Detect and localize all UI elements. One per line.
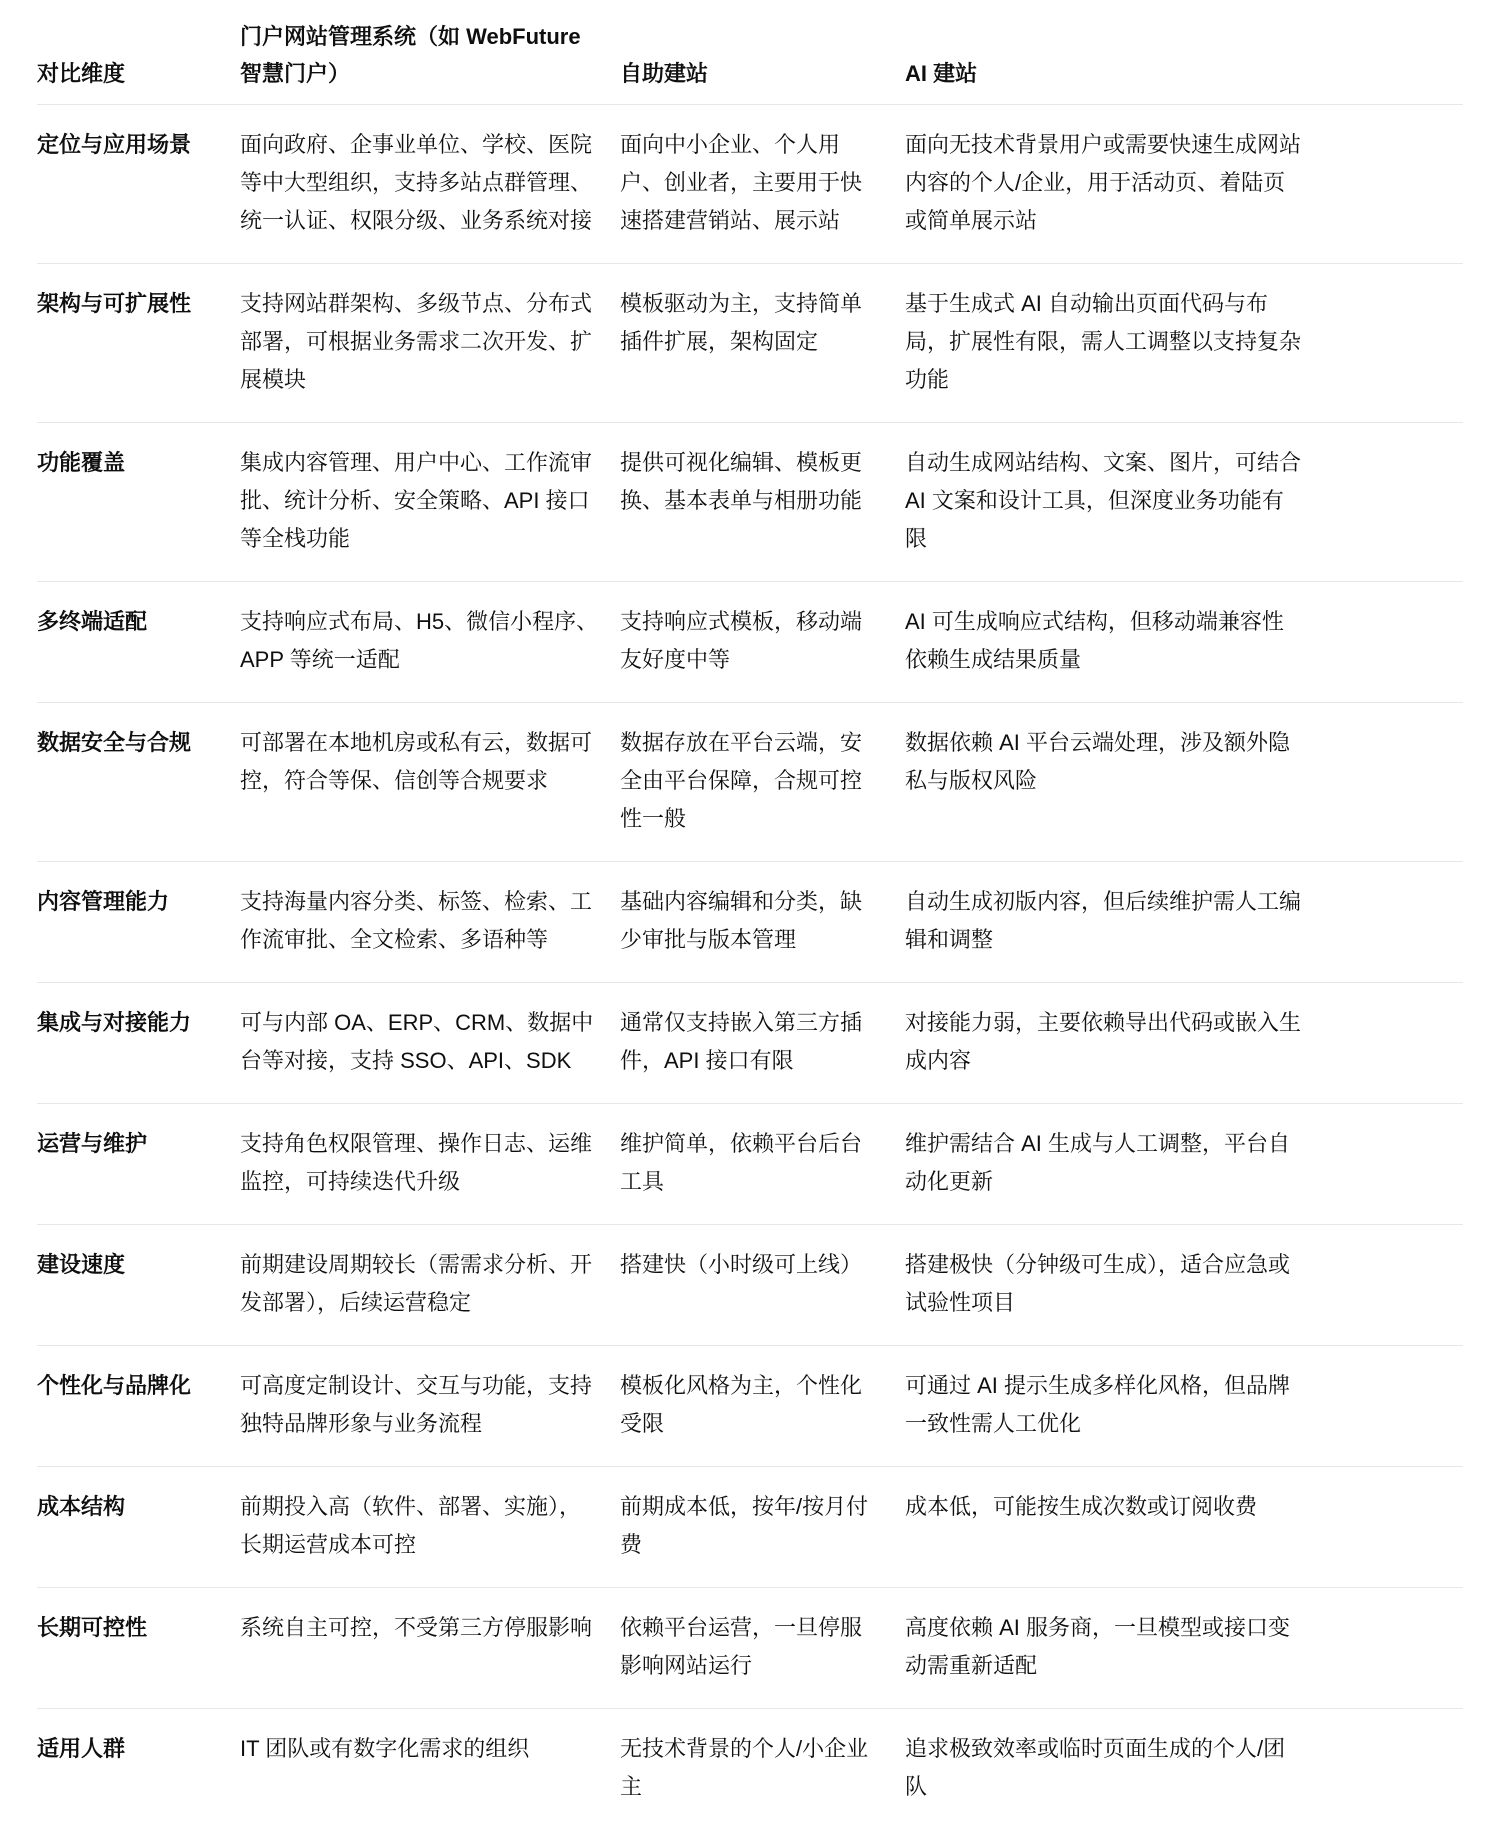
cell-portal: 支持海量内容分类、标签、检索、工作流审批、全文检索、多语种等 — [240, 862, 620, 983]
table-row — [37, 862, 1463, 983]
row-dimension: 内容管理能力 — [37, 862, 240, 983]
cell-self-service: 依赖平台运营，一旦停服影响网站运行 — [620, 1588, 905, 1709]
row-dimension: 长期可控性 — [37, 1588, 240, 1709]
cell-self-service: 维护简单，依赖平台后台工具 — [620, 1104, 905, 1225]
table-row — [37, 582, 1463, 703]
cell-portal: 支持角色权限管理、操作日志、运维监控，可持续迭代升级 — [240, 1104, 620, 1225]
cell-ai-builder: AI 可生成响应式结构，但移动端兼容性依赖生成结果质量 — [905, 582, 1463, 703]
column-header-ai-builder-label: AI 建站 — [905, 55, 1463, 92]
column-header-self-service-label: 自助建站 — [620, 55, 905, 92]
row-dimension: 架构与可扩展性 — [37, 264, 240, 423]
table-header — [37, 0, 1463, 105]
cell-self-service: 搭建快（小时级可上线） — [620, 1225, 905, 1346]
cell-portal: 前期投入高（软件、部署、实施），长期运营成本可控 — [240, 1467, 620, 1588]
column-header-dimension — [37, 0, 240, 105]
cell-self-service: 通常仅支持嵌入第三方插件，API 接口有限 — [620, 983, 905, 1104]
column-header-portal-cms-label: 门户网站管理系统（如 WebFuture 智慧门户） — [240, 18, 602, 92]
row-dimension: 个性化与品牌化 — [37, 1346, 240, 1467]
cell-ai-builder: 可通过 AI 提示生成多样化风格，但品牌一致性需人工优化 — [905, 1346, 1463, 1467]
cell-portal: 集成内容管理、用户中心、工作流审批、统计分析、安全策略、API 接口等全栈功能 — [240, 423, 620, 582]
cell-portal: 支持网站群架构、多级节点、分布式部署，可根据业务需求二次开发、扩展模块 — [240, 264, 620, 423]
table-row — [37, 1467, 1463, 1588]
table-row — [37, 1346, 1463, 1467]
cell-self-service: 模板化风格为主，个性化受限 — [620, 1346, 905, 1467]
table-row — [37, 1104, 1463, 1225]
cell-ai-builder: 成本低，可能按生成次数或订阅收费 — [905, 1467, 1463, 1588]
cell-ai-builder: 维护需结合 AI 生成与人工调整，平台自动化更新 — [905, 1104, 1463, 1225]
cell-portal: IT 团队或有数字化需求的组织 — [240, 1709, 620, 1829]
table-body — [37, 105, 1463, 1829]
row-dimension: 运营与维护 — [37, 1104, 240, 1225]
table-row — [37, 264, 1463, 423]
cell-ai-builder: 高度依赖 AI 服务商，一旦模型或接口变动需重新适配 — [905, 1588, 1463, 1709]
table-row — [37, 983, 1463, 1104]
cell-ai-builder: 面向无技术背景用户或需要快速生成网站内容的个人/企业，用于活动页、着陆页或简单展示站 — [905, 105, 1463, 264]
row-dimension: 成本结构 — [37, 1467, 240, 1588]
cell-ai-builder: 对接能力弱，主要依赖导出代码或嵌入生成内容 — [905, 983, 1463, 1104]
cell-portal: 可与内部 OA、ERP、CRM、数据中台等对接，支持 SSO、API、SDK — [240, 983, 620, 1104]
cell-self-service: 支持响应式模板，移动端友好度中等 — [620, 582, 905, 703]
column-header-ai-builder — [905, 0, 1463, 105]
table-row — [37, 423, 1463, 582]
table-row — [37, 703, 1463, 862]
row-dimension: 集成与对接能力 — [37, 983, 240, 1104]
cell-portal: 支持响应式布局、H5、微信小程序、APP 等统一适配 — [240, 582, 620, 703]
table-row — [37, 105, 1463, 264]
cell-portal: 可部署在本地机房或私有云，数据可控，符合等保、信创等合规要求 — [240, 703, 620, 862]
cell-portal: 系统自主可控，不受第三方停服影响 — [240, 1588, 620, 1709]
cell-self-service: 模板驱动为主，支持简单插件扩展，架构固定 — [620, 264, 905, 423]
row-dimension: 适用人群 — [37, 1709, 240, 1829]
cell-ai-builder: 追求极致效率或临时页面生成的个人/团队 — [905, 1709, 1463, 1829]
header-row — [37, 0, 1463, 105]
cell-portal: 可高度定制设计、交互与功能，支持独特品牌形象与业务流程 — [240, 1346, 620, 1467]
row-dimension: 建设速度 — [37, 1225, 240, 1346]
column-header-self-service — [620, 0, 905, 105]
cell-portal: 面向政府、企事业单位、学校、医院等中大型组织，支持多站点群管理、统一认证、权限分级、业务系统对接 — [240, 105, 620, 264]
column-header-dimension-label: 对比维度 — [37, 55, 240, 92]
row-dimension: 定位与应用场景 — [37, 105, 240, 264]
cell-ai-builder: 数据依赖 AI 平台云端处理，涉及额外隐私与版权风险 — [905, 703, 1463, 862]
cell-self-service: 数据存放在平台云端，安全由平台保障，合规可控性一般 — [620, 703, 905, 862]
cell-self-service: 面向中小企业、个人用户、创业者，主要用于快速搭建营销站、展示站 — [620, 105, 905, 264]
cell-self-service: 无技术背景的个人/小企业主 — [620, 1709, 905, 1829]
row-dimension: 多终端适配 — [37, 582, 240, 703]
cell-self-service: 前期成本低，按年/按月付费 — [620, 1467, 905, 1588]
row-dimension: 数据安全与合规 — [37, 703, 240, 862]
cell-portal: 前期建设周期较长（需需求分析、开发部署），后续运营稳定 — [240, 1225, 620, 1346]
cell-ai-builder: 搭建极快（分钟级可生成），适合应急或试验性项目 — [905, 1225, 1463, 1346]
cell-ai-builder: 自动生成网站结构、文案、图片，可结合 AI 文案和设计工具，但深度业务功能有限 — [905, 423, 1463, 582]
cell-self-service: 基础内容编辑和分类，缺少审批与版本管理 — [620, 862, 905, 983]
cell-ai-builder: 基于生成式 AI 自动输出页面代码与布局，扩展性有限，需人工调整以支持复杂功能 — [905, 264, 1463, 423]
cell-ai-builder: 自动生成初版内容，但后续维护需人工编辑和调整 — [905, 862, 1463, 983]
table-row — [37, 1225, 1463, 1346]
column-header-portal-cms — [240, 0, 620, 105]
row-dimension: 功能覆盖 — [37, 423, 240, 582]
comparison-table — [37, 0, 1463, 1829]
table-row — [37, 1709, 1463, 1829]
cell-self-service: 提供可视化编辑、模板更换、基本表单与相册功能 — [620, 423, 905, 582]
table-row — [37, 1588, 1463, 1709]
